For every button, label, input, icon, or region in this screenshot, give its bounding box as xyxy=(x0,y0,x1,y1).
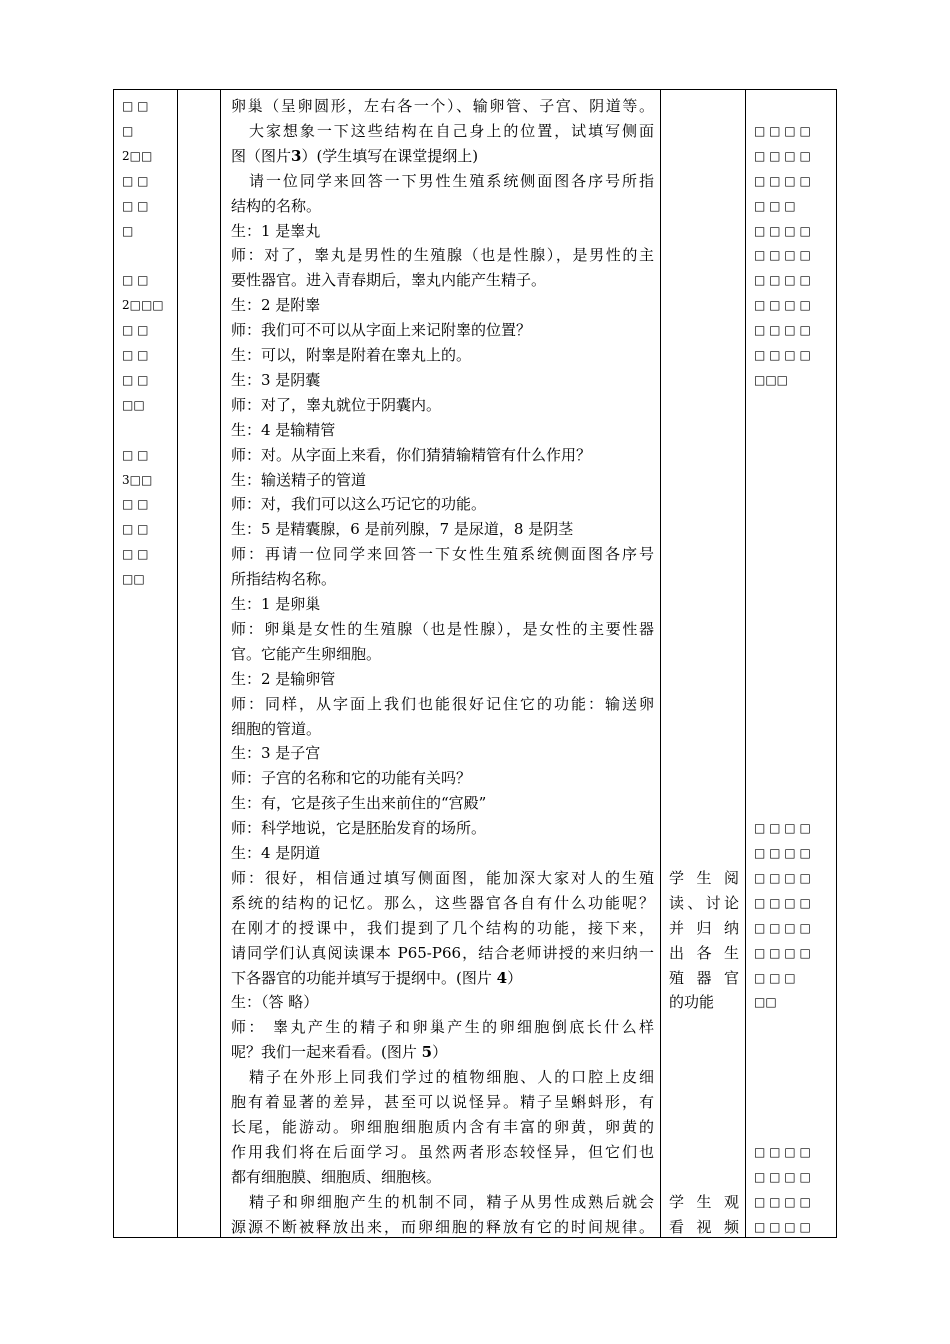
teaching-text-line: 生：1 是卵巢 xyxy=(231,595,321,613)
text-segment: ） xyxy=(507,968,523,987)
design-intent-line: □ □ □ □ xyxy=(754,273,811,288)
figure-number: 5 xyxy=(421,1043,433,1062)
teaching-text-line: 细胞的管道。 xyxy=(231,719,322,738)
teaching-text-line: 生：3 是阴囊 xyxy=(231,370,321,389)
stage-cell-line: □ □ xyxy=(122,372,149,387)
design-intent-line: □□□ xyxy=(754,372,789,387)
teaching-text-line: 师：卵巢是女性的生殖腺（也是性腺），是女性的主要性器 xyxy=(231,619,654,638)
teaching-text-line: 生：2 是附睾 xyxy=(231,296,321,315)
design-intent-line: □ □ □ □ xyxy=(754,846,811,860)
design-intent-line: □ □ □ □ xyxy=(754,1144,811,1159)
design-intent-line: □ □ □ □ xyxy=(754,945,811,960)
stage-cell-line: □ □ xyxy=(122,447,149,462)
teaching-text-line: 生：（答 略） xyxy=(231,993,319,1012)
student-activity-line: 并归纳 xyxy=(669,918,739,937)
design-intent-line: □ □ □ □ xyxy=(754,173,811,188)
design-intent-line: □ □ □ □ xyxy=(754,223,811,238)
column-stage xyxy=(114,90,177,1237)
figure-number: 3 xyxy=(291,146,302,165)
teaching-text-line: 系统的结构的记忆。那么，这些器官各自有什么功能呢？ xyxy=(231,893,654,912)
student-activity-line: 出各生 xyxy=(669,943,739,962)
teaching-text-line: 要性器官。进入青春期后，睾丸内能产生精子。 xyxy=(231,271,547,290)
text-segment: 呢？我们一起来看看。(图片 xyxy=(231,1043,422,1062)
teaching-text-line: 师：对。从字面上来看，你们猜猜输精管有什么作用？ xyxy=(231,445,592,464)
design-intent-line: □ □ □ □ xyxy=(754,123,811,138)
design-intent-line: □ □ □ □ xyxy=(754,895,811,910)
teaching-text-line: 请同学们认真阅读课本 P65-P66，结合老师讲授的来归纳一 xyxy=(231,943,654,962)
design-intent-line: □ □ □ xyxy=(754,198,796,213)
teaching-text-line: 生：可以，附睾是附着在睾丸上的。 xyxy=(231,346,472,364)
design-intent-line: □ □ □ □ xyxy=(754,1169,811,1184)
design-intent-line: □ □ □ □ xyxy=(754,348,811,362)
stage-cell-line: □ □ xyxy=(122,522,149,537)
stage-cell-line: 2□□□ xyxy=(122,298,164,313)
stage-cell-line: □ □ xyxy=(122,497,149,512)
column-teaching-process xyxy=(221,90,660,1237)
teaching-text-line: 胞有着显著的差异，甚至可以说怪异。精子呈蝌蚪形，有 xyxy=(231,1093,654,1111)
lesson-plan-table xyxy=(113,89,837,1238)
stage-cell-line: 2□□ xyxy=(122,148,153,163)
teaching-text-line: 请一位同学来回答一下男性生殖系统侧面图各序号所指 xyxy=(249,171,654,190)
stage-cell-line: □□ xyxy=(122,572,145,587)
text-segment: ） xyxy=(432,1043,448,1062)
design-intent-line: □□ xyxy=(754,995,777,1010)
stage-cell-line: □ xyxy=(122,123,134,138)
teaching-text-line: 作用我们将在后面学习。虽然两者形态较怪异，但它们也 xyxy=(231,1142,654,1161)
teaching-text-line: 师：子宫的名称和它的功能有关吗？ xyxy=(231,769,472,788)
stage-cell-line: □ xyxy=(122,223,134,238)
stage-cell-line: □□ xyxy=(122,397,145,412)
student-activity-line: 学生阅 xyxy=(669,868,739,887)
teaching-text-line: 师： 睾丸产生的精子和卵巢产生的卵细胞倒底长什么样 xyxy=(231,1018,654,1037)
teaching-text-line: 生：2 是输卵管 xyxy=(231,669,336,688)
column-time xyxy=(178,90,220,1237)
teaching-text-line: 师：对了，睾丸是男性的生殖腺（也是性腺），是男性的主 xyxy=(231,246,654,265)
design-intent-line: □ □ □ □ xyxy=(754,323,811,338)
teaching-text-line: 官。它能产生卵细胞。 xyxy=(231,644,382,663)
stage-cell-line: □ □ xyxy=(122,547,149,562)
stage-cell-line: □ □ xyxy=(122,273,149,288)
teaching-text-line: 精子和卵细胞产生的机制不同，精子从男性成熟后就会 xyxy=(249,1192,654,1211)
design-intent-line: □ □ □ xyxy=(754,970,796,985)
student-activity-line: 的功能 xyxy=(669,993,715,1012)
design-intent-line: □ □ □ □ xyxy=(754,821,811,836)
teaching-text-line: 长尾，能游动。卵细胞细胞质内含有丰富的卵黄，卵黄的 xyxy=(231,1117,654,1136)
teaching-text-line: 源源不断被释放出来，而卵细胞的释放有它的时间规律。 xyxy=(231,1217,654,1236)
design-intent-line: □ □ □ □ xyxy=(754,870,811,885)
design-intent-line: □ □ □ □ xyxy=(754,1219,811,1234)
design-intent-line: □ □ □ □ xyxy=(754,298,811,313)
teaching-text-line: 师：对了，睾丸就位于阴囊内。 xyxy=(231,395,442,414)
design-intent-line: □ □ □ □ xyxy=(754,248,811,263)
teaching-text-line: 师：很好，相信通过填写侧面图，能加深大家对人的生殖 xyxy=(231,868,654,887)
stage-cell-line: □ □ xyxy=(122,173,149,188)
teaching-text-line: 生：输送精子的管道 xyxy=(231,470,367,489)
teaching-text-line: 师：再请一位同学来回答一下女性生殖系统侧面图各序号 xyxy=(231,545,654,564)
teaching-text-line: 卵巢（呈卵圆形，左右各一个）、输卵管、子宫、阴道等。 xyxy=(231,97,654,115)
teaching-text-line xyxy=(231,1040,654,1065)
teaching-text-line: 生：5 是精囊腺，6 是前列腺，7 是尿道，8 是阴茎 xyxy=(231,520,574,539)
teaching-text-line xyxy=(231,144,654,169)
text-segment: ）(学生填写在课堂提纲上) xyxy=(301,146,479,165)
column-student-activity xyxy=(661,90,745,1237)
teaching-text-line: 所指结构名称。 xyxy=(231,570,337,589)
student-activity-line: 殖器官 xyxy=(669,968,739,987)
design-intent-line: □ □ □ □ xyxy=(754,1194,811,1209)
teaching-text-line: 都有细胞膜、细胞质、细胞核。 xyxy=(231,1167,442,1186)
stage-cell-line: □ □ xyxy=(122,348,149,362)
stage-cell-line: 3□□ xyxy=(122,472,153,487)
teaching-text-line: 生：有，它是孩子生出来前住的“宫殿” xyxy=(231,794,487,813)
design-intent-line: □ □ □ □ xyxy=(754,920,811,935)
teaching-text-line: 大家想象一下这些结构在自己身上的位置，试填写侧面 xyxy=(249,121,654,140)
student-activity-line: 读、讨论 xyxy=(669,893,739,912)
student-activity-line: 学生观 xyxy=(669,1192,739,1211)
teaching-text-line: 精子在外形上同我们学过的植物细胞、人的口腔上皮细 xyxy=(249,1068,654,1087)
teaching-text-line: 生：4 是阴道 xyxy=(231,844,321,862)
stage-cell-line: □ □ xyxy=(122,99,149,113)
teaching-text-line: 生：4 是输精管 xyxy=(231,420,336,439)
teaching-text-line: 结构的名称。 xyxy=(231,196,322,215)
teaching-text-line xyxy=(231,966,654,991)
text-segment: 下各器官的功能并填写于提纲中。(图片 xyxy=(231,968,497,987)
teaching-text-line: 生：1 是睾丸 xyxy=(231,221,321,240)
stage-cell-line: □ □ xyxy=(122,198,149,213)
teaching-text-line: 师：同样，从字面上我们也能很好记住它的功能：输送卵 xyxy=(231,694,654,713)
teaching-text-line: 师：科学地说，它是胚胎发育的场所。 xyxy=(231,819,487,838)
student-activity-line: 看视频 xyxy=(669,1217,739,1236)
design-intent-line: □ □ □ □ xyxy=(754,148,811,163)
teaching-text-line: 在刚才的授课中，我们提到了几个结构的功能，接下来， xyxy=(231,918,654,937)
column-design-intent xyxy=(746,90,836,1237)
teaching-text-line: 生：3 是子宫 xyxy=(231,744,321,763)
teaching-text-line: 师：我们可不可以从字面上来记附睾的位置？ xyxy=(231,321,532,340)
stage-cell-line: □ □ xyxy=(122,323,149,338)
text-segment: 图（图片 xyxy=(231,146,292,165)
teaching-text-line: 师：对，我们可以这么巧记它的功能。 xyxy=(231,495,487,514)
figure-number: 4 xyxy=(496,968,508,987)
